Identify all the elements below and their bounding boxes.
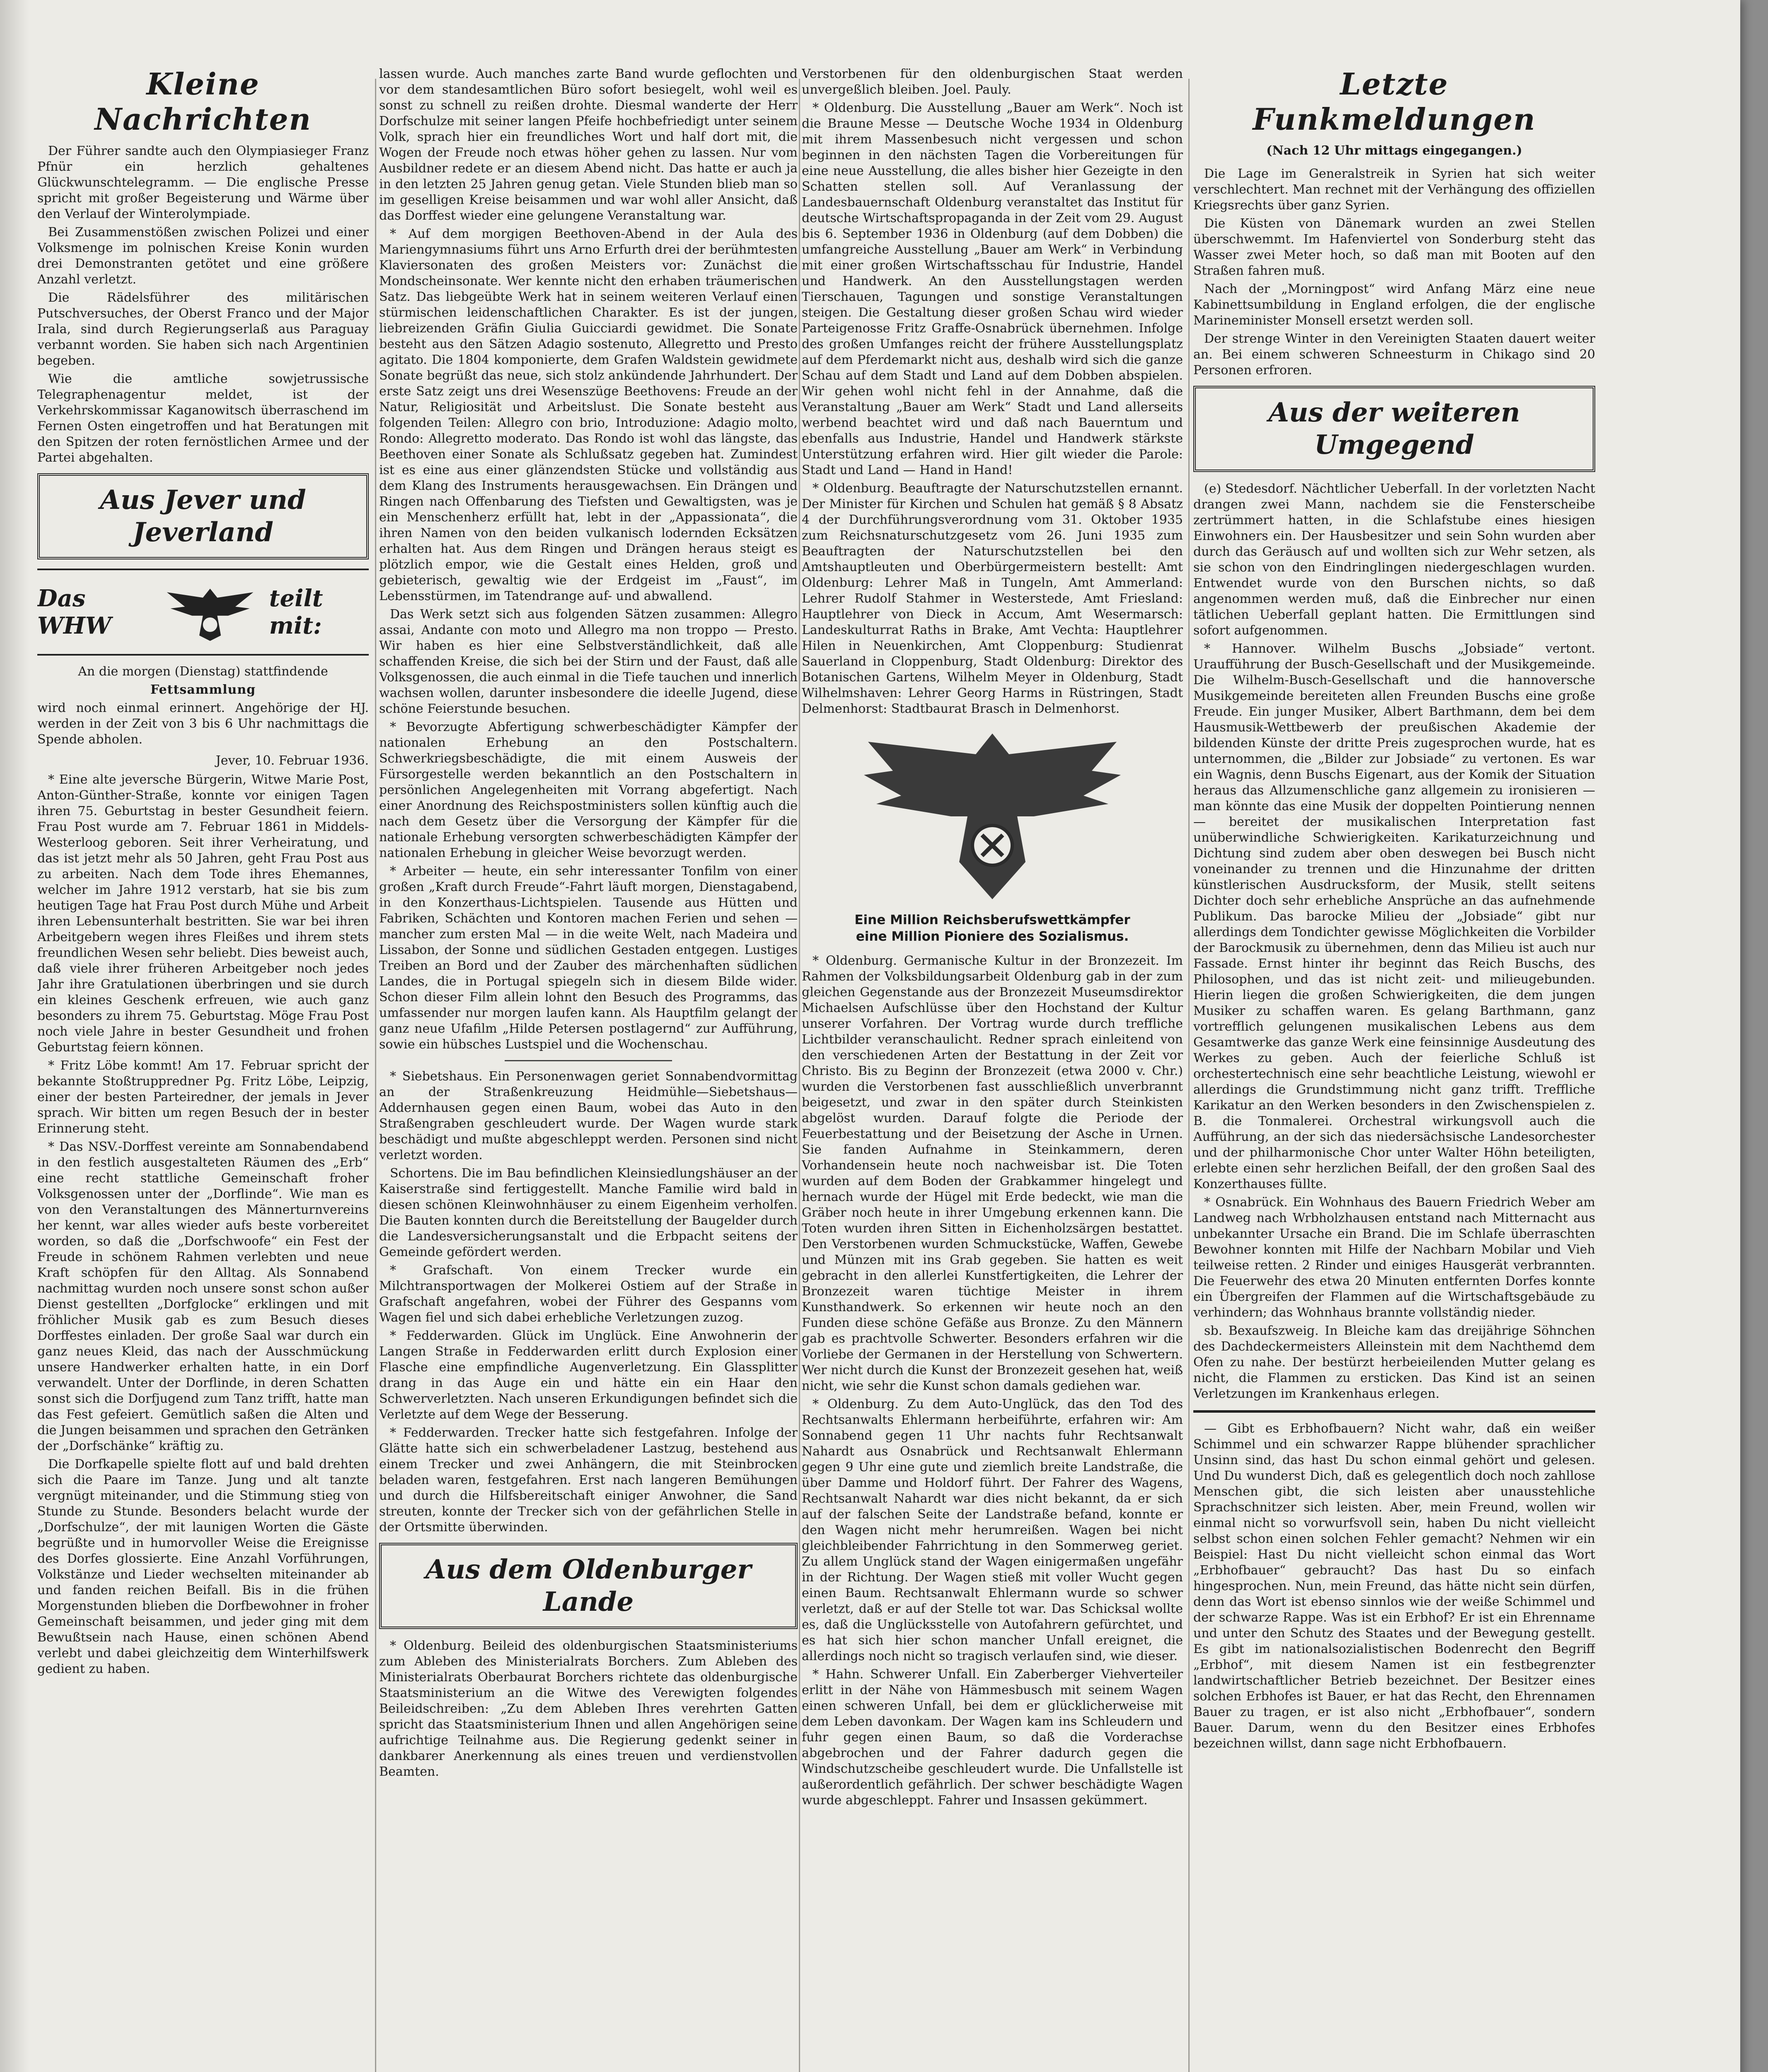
- paragraph: Das Werk setzt sich aus folgenden Sätzen zusammen: Allegro assai, Andante con moto und Allegro ma non troppo — Presto. Wir haben es hier eine Selbstverständlichkeit, daß alle schaffenden Kreise, die sich bei der Stirn und der Faust, daß alle Volksgenossen, die auch einmal in die Tiefe tauchen und innerlich wachsen wollen, darunter insbesondere die ideelle Jugend, diese schöne Feierstunde besuchen.: [379, 607, 798, 716]
- paragraph: — Gibt es Erbhofbauern? Nicht wahr, daß ein weißer Schimmel und ein schwarzer Rappe blühender sprachlicher Unsinn sind, das hast Du schon einmal gehört und gelesen. Und Du wunderst Dich, daß es gelegentlich doch noch zahllose Menschen gibt, die sich leisten aber unausstehliche Sprachschnitzer sich leisten. Aber, mein Freund, wollen wir einmal nicht so vorwurfsvoll sein, haben Du nicht vielleicht selbst schon einen solchen Fehler gemacht? Nehmen wir ein Beispiel: Hast Du nicht vielleicht schon einmal das Wort „Erbhofbauer“ gebraucht? Das hast Du so einfach hingesprochen. Nun, mein Freund, das hätte nicht sein dürfen, denn das Wort ist ebenso sinnlos wie der weiße Schimmel und der schwarze Rappe. Was ist ein Erbhof? Er ist ein Ehrenname und unter den Schutz des Staates und der Bewegung gestellt. Es gibt im nationalsozialistischen Bodenrecht den Begriff „Erbhof“, mit diesem Namen ist ein festbegrenzter landwirtschaftlicher Betrieb bezeichnet. Der Besitzer eines solchen Erbhofes ist Bauer, er hat das Recht, den Ehrennamen Bauer zu tragen, er ist also nicht „Erbhofbauer“, sondern Bauer. Darum, wenn du den Besitzer eines Erbhofes bezeichnen willst, dann sage nicht Erbhofbauern.: [1193, 1421, 1595, 1751]
- column-rule: [1188, 79, 1190, 2072]
- paragraph: wird noch einmal erinnert. Angehörige der HJ. werden in der Zeit von 3 bis 6 Uhr nachmittags die Spende abholen.: [37, 701, 369, 747]
- paragraph: * Das NSV.-Dorffest vereinte am Sonnabendabend in den festlich ausgestalteten Räumen des „Erb“ eine recht stattliche Gemeinschaft froher Volksgenossen unter der „Dorflinde“. Wie man es von den Veranstaltungen des Männerturnvereins her kennt, war alles wieder aufs beste vorbereitet worden, so daß die „Dorfschwoofe“ ein Fest der Freude in schönem Rahmen verlebten und neue Kraft schöpfen für den Alltag. Als Sonnabend nachmittag wurden noch unsere sonst schon außer Dienst gestellten „Dorfglocke“ erklingen und mit fröhlicher Musik gab es zum Besuch dieses Dorffestes einladen. Der große Saal war durch ein ganz neues Kleid, das nach der Ausschmückung unsere Handwerker erhalten hatte, in ein Dorf verwandelt. Unter der Dorflinde, in deren Schatten sonst sich die Dorfjugend zum Tanz trifft, hatte man das Fest gefeiert. Gemütlich saßen die Alten und die Jungen beisammen und sprachen den Getränken der „Dorfschänke“ kräftig zu.: [37, 1140, 369, 1453]
- paragraph: Die Lage im Generalstreik in Syrien hat sich weiter verschlechtert. Man rechnet mit der Verhängung des offiziellen Kriegsrechts über ganz Syrien.: [1193, 167, 1595, 213]
- paragraph: Wie die amtliche sowjetrussische Telegraphenagentur meldet, ist der Verkehrskommissar Kaganowitsch überraschend im Fernen Osten eingetroffen und hat Beratungen mit den Spitzen der roten fernöstlichen Armee und der Partei abgehalten.: [37, 372, 369, 465]
- subheadline: (Nach 12 Uhr mittags eingegangen.): [1266, 143, 1522, 158]
- whw-banner: [37, 569, 369, 656]
- section-header-jever: Aus Jever und Jeverland: [37, 473, 369, 559]
- column-1: [37, 66, 369, 1680]
- section-header-weiteren-umgegend: Aus der weiteren Umgegend: [1193, 386, 1595, 472]
- paragraph: Der Führer sandte auch den Olympiasieger Franz Pfnür ein herzlich gehaltenes Glückwunschtelegramm. — Die englische Presse spricht mit großer Begeisterung und Wärme über den Verlauf der Winterolympiade.: [37, 144, 369, 221]
- paragraph: * Oldenburg. Germanische Kultur in der Bronzezeit. Im Rahmen der Volksbildungsarbeit Oldenburg gab in der zum gleichen Gegenstande aus der Bronzezeit Museumsdirektor Michaelsen Aufschlüsse über den Hochstand der Kultur unserer Vorfahren. Der Vortrag wurde durch treffliche Lichtbilder veranschaulicht. Redner sprach einleitend von den verschiedenen Arten der Bestattung in der Zeit vor Christo. Bis zu Beginn der Bronzezeit (etwa 2000 v. Chr.) wurden die Verstorbenen fast ausschließlich unverbrannt beigesetzt, und zwar in den später durch Steinkisten abgelöst wurden. Darauf folgte die Periode der Feuerbestattung und der Beisetzung der Asche in Urnen. Sie fanden Aufnahme in Steinkammern, deren Vorhandensein heute noch nachweisbar ist. Die Toten wurden auf dem Boden der Grabkammer hingelegt und hernach wurde der Hügel mit Erde bedeckt, wie man die Gräber noch heute in ihrer Umgebung erkennen kann. Die Toten wurden ihren Sitten in Eichenholzsärgen bestattet. Den Verstorbenen wurden Schmuckstücke, Waffen, Gewebe und Münzen mit ins Grab gegeben. Sie hatten es weit gebracht in den allerlei Kunstfertigkeiten, die Lehrer der Bronzezeit waren tüchtige Meister in ihrem Kunsthandwerk. So erkennen wir heute noch an den Funden diese schöne Gefäße aus Bronze. Zu den Männern gab es prachtvolle Schwerter. Besonders erfahren wir die Vorliebe der Germanen in der Herstellung von Schwertern. Wer nicht durch die Kunst der Bronzezeit gesehen hat, weiß nicht, wie sehr die Kunst schon damals gediehen war.: [802, 954, 1183, 1393]
- paragraph: * Oldenburg. Beauftragte der Naturschutzstellen ernannt. Der Minister für Kirchen und Schulen hat gemäß § 8 Absatz 4 der Durchführungsverordnung vom 31. Oktober 1935 zum Reichsnaturschutzgesetz vom 26. Juni 1935 zum Beauftragten der Naturschutzstellen bei den Amtshauptleuten und Oberbürgermeistern bestellt: Amt Oldenburg: Lehrer Maß in Tungeln, Amt Ammerland: Lehrer Rudolf Stahmer in Westerstede, Amt Friesland: Hauptlehrer von Dieck in Accum, Amt Wesermarsch: Landeskulturrat Raths in Brake, Amt Vechta: Hauptlehrer Hilen in Neuenkirchen, Amt Cloppenburg: Studienrat Sauerland in Cloppenburg, Stadt Oldenburg: Direktor des Botanischen Gartens, Wilhelm Meyer in Oldenburg, Stadt Wilhelmshaven: Lehrer Georg Harms in Rüstringen, Stadt Delmenhorst: Stadtbaurat Brasch in Delmenhorst.: [802, 481, 1183, 716]
- caption-line-1: Eine Million Reichsberufswettkämpfer: [854, 913, 1130, 927]
- headline-kleine-nachrichten: Kleine Nachrichten: [94, 66, 312, 137]
- paragraph: Die Rädelsführer des militärischen Putschversuches, der Oberst Franco und der Major Irala, sind durch Regierungserlaß aus Paraguay verbannt worden. Sie haben sich nach Argentinien begeben.: [37, 290, 369, 368]
- eagle-emblem-icon: [163, 577, 257, 647]
- section-header-oldenburger-lande: Aus dem Oldenburger Lande: [379, 1543, 798, 1629]
- separator-rule: [1193, 1410, 1595, 1413]
- column-4: [1193, 66, 1595, 1754]
- paragraph: An die morgen (Dienstag) stattfindende: [78, 664, 328, 679]
- paragraph: lassen wurde. Auch manches zarte Band wurde geflochten und vor dem standesamtlichen Büro sofort besiegelt, wohl weil es sonst zu schnell zu reißen drohte. Diesmal wanderte der Herr Dorfschulze mit seiner langen Pfeife hochbefriedigt unter seinem Volk, sprach hier ein freundliches Wort und half dort mit, die Wogen der Freude noch etwas höher gehen zu lassen. Nur vom Ausbildner redete er an diesem Abend nicht. Das hatte er auch ja in den letzten 25 Jahren genug getan. Viele Stunden blieb man so im geselligen Kreise beisammen und war wohl aller Ansicht, daß das Dorffest wieder eine gelungene Veranstaltung war.: [379, 67, 798, 223]
- whw-right-text: teilt mit:: [269, 585, 323, 639]
- eagle-emblem-icon: [860, 725, 1125, 908]
- emblem-caption: [802, 912, 1183, 945]
- page-edge: [0, 0, 29, 2072]
- paragraph: * Auf dem morgigen Beethoven-Abend in der Aula des Mariengymnasiums führt uns Arno Erfurth drei der berühmtesten Klaviersonaten des großen Meisters vor: Zunächst die Mondscheinsonate. Wer kennte nicht den erhaben träumerischen Satz. Das liebgeübte Werk hat in seinem weiteren Verlauf einen stürmischen leidenschaftlichen Charakter. Es ist der jungen, liebreizenden Gräfin Giulia Guicciardi gewidmet. Die Sonate besteht aus den Sätzen Adagio sostenuto, Allegretto und Presto agitato. Die 1804 komponierte, dem Grafen Waldstein gewidmete Sonate begrüßt das neue, sich stolz ankündende Jahrhundert. Der erste Satz zeigt uns drei Wesenszüge Beethovens: Freude an der Natur, Religiosität und Arbeitslust. Die Sonate besteht aus folgenden Teilen: Allegro con brio, Introduzione: Adagio molto, Rondo: Allegretto moderato. Das Rondo ist wohl das längste, das Beethoven einer Sonate als Schlußsatz gegeben hat. Zumindest ist es eine aus einer glänzendsten Stücke und vollständig aus dem Klang des Instruments herausgewachsen. Ein Drängen und Ringen nach Offenbarung des Tiefsten und Gewaltigsten, was je ein Menschenherz erfüllt hat, lebt in der „Appassionata“, die ihren Namen von den beiden vulkanisch lodernden Ecksätzen erhalten hat. Aus dem Ringen und Drängen heraus steigt es plötzlich empor, wie die Gestalt eines Helden, groß und gebieterisch, gewaltig wie der Erdgeist im „Faust“, im Lebensstürmen, im Tatendrange auf- und abwallend.: [379, 227, 798, 603]
- paragraph: * Hannover. Wilhelm Buschs „Jobsiade“ vertont. Uraufführung der Busch-Gesellschaft und der Musikgemeinde. Die Wilhelm-Busch-Gesellschaft und die hannoversche Musikgemeinde bereiteten allen Freunden Buschs eine große Freude. Ein junger Musiker, Albert Barthmann, dem bei dem Hausmusik-Wettbewerb der preußischen Akademie der bildenden Künste der dritte Preis zugesprochen wurde, hat es unternommen, die „Bilder zur Jobsiade“ zu vertonen. Es war ein Wagnis, denn Buschs Eigenart, aus der Komik der Situation heraus das Allzumenschliche ganz allgemein zu ironisieren — man könnte das eine Musik der doppelten Pointierung nennen — bereitet der musikalischen Interpretation fast unüberwindliche Schwierigkeiten. Karikaturzeichnung und Dichtung sind zudem aber oben deswegen bei Busch nicht voneinander zu trennen und die Hinzunahme der dritten künstlerischen Ausdrucksform, der Musik, stellt seitens Dichter doch sehr erhebliche Ansprüche an das aufnehmende Publikum. Das barocke Milieu der „Jobsiade“ gibt nur allerdings dem Tondichter gewisse Möglichkeiten die Vorbilder der Barockmusik zu übernehmen, denn das Milieu ist auch nur Fassade. Ernst hinter ihr beginnt das Reich Buschs, des Philosophen, und das ist nicht zeit- und milieugebunden. Hierin liegen die großen Schwierigkeiten, die dem jungen Musiker zu schaffen waren. Es gelang Barthmann, ganz vortrefflich gelungenen musikalischen Lebens aus dem Gesamtwerke das ganze Werk eine feinsinnige Ausdeutung des Werkes zu geben. Auch der feierliche Schluß ist orchestertechnisch eine sehr beachtliche Leistung, wiewohl er allerdings die Grundstimmung nicht ganz trifft. Treffliche Karikatur an den Werken besonders in den Zwischenspielen z. B. die Tonmalerei. Orchestral wirkungsvoll auch die Aufführung, an der sich das niedersächsische Landesorchester und der philharmonische Chor unter Walter Höhn beteiligten, erlebte einen sehr herzlichen Beifall, der den großen Saal des Konzerthauses füllte.: [1193, 641, 1595, 1191]
- paragraph-title: Fettsammlung: [150, 683, 256, 697]
- paragraph: * Arbeiter — heute, ein sehr interessanter Tonfilm von einer großen „Kraft durch Freude“-Fahrt läuft morgen, Dienstagabend, in den Konzerthaus-Lichtspielen. Tausende aus Hütten und Fabriken, Schächten und Kontoren machen Ferien und sehen — mancher zum ersten Mal — in die weite Welt, nach Madeira und Lissabon, der Sonne und südlichen Gestaden entgegen. Lustiges Treiben an Bord und der Zauber des märchenhaften südlichen Landes, die in Portugal spiegeln sich in diesem Bilde wider. Schon dieser Film allein lohnt den Besuch des Programms, das umfassender nur morgen laufen kann. Als Hauptfilm gelangt der ganz neue Ufafilm „Hilde Petersen postlagernd“ zur Aufführung, sowie ein hübsches Lustspiel und die Wochenschau.: [379, 864, 798, 1052]
- paragraph: * Oldenburg. Zu dem Auto-Unglück, das den Tod des Rechtsanwalts Ehlermann herbeiführte, erfahren wir: Am Sonnabend gegen 11 Uhr nachts fuhr Rechtsanwalt Nahardt aus Osnabrück und Rechtsanwalt Ehlermann gegen 9 Uhr eine gute und ziemlich breite Landstraße, die über Damme und Holdorf führt. Der Fahrer des Wagens, Rechtsanwalt Nahardt war dies nicht bekannt, da er sich auf der falschen Seite der Landstraße befand, konnte er den Wagen nicht mehr herumreißen. Wagen bei nicht gleichbleibender Fahrrichtung in den Sommerweg geriet. Zu allem Unglück stand der Wagen einigermaßen ungefähr in der Richtung. Der Wagen stieß mit voller Wucht gegen einen Baum. Rechtsanwalt Ehlermann wurde so schwer verletzt, daß er auf der Stelle tot war. Das Schicksal wollte es, daß die Unglücksstelle von Autofahrern gefürchtet, und es hat sich hier schon mancher Unfall ereignet, die allerdings noch nicht so tragisch verlaufen sind, wie dieser.: [802, 1397, 1183, 1663]
- paragraph: * Siebetshaus. Ein Personenwagen geriet Sonnabendvormittag an der Straßenkreuzung Heidmühle—Siebetshaus—Addernhausen gegen einen Baum, wobei das Auto in den Straßengraben geschleudert wurde. Der Wagen wurde stark beschädigt und mußte abgeschleppt werden. Personen sind nicht verletzt worden.: [379, 1069, 798, 1162]
- paragraph: * Oldenburg. Die Ausstellung „Bauer am Werk“. Noch ist die Braune Messe — Deutsche Woche 1934 in Oldenburg mit ihrem Massenbesuch nicht vergessen und schon beginnen in den nächsten Tagen die Vorbereitungen für eine neue Ausstellung, die alles bisher hier Gezeigte in den Schatten stellen soll. Auf Veranlassung der Landesbauernschaft Oldenburg veranstaltet das Institut für deutsche Wirtschaftspropaganda in der Zeit vom 29. August bis 6. September 1936 in Oldenburg (auf dem Dobben) die umfangreiche Ausstellung „Bauer am Werk“ in Verbindung mit einer großen Wirtschaftsschau für Industrie, Handel und Handwerk. An den Ausstellungstagen werden Tierschauen, Tagungen und sonstige Veranstaltungen steigen. Die Gestaltung dieser großen Schau wird wieder Parteigenosse Fritz Graffe-Osnabrück übernehmen. Infolge des großen Umfanges reicht der frühere Ausstellungsplatz auf dem Pferdemarkt nicht aus, deshalb wird sich die ganze Schau auf dem Stadt und Land auf dem Dobben abspielen. Wir gehen wohl nicht fehl in der Annahme, daß die Veranstaltung „Bauer am Werk“ Stadt und Land allerseits werbend beachtet wird und daß nach Bauerntum und ebenfalls aus Industrie, Handel und Handwerk stärkste Unterstützung erfahren wird. Hier gilt wieder die Parole: Stadt und Land — Hand in Hand!: [802, 101, 1183, 477]
- paragraph: * Bevorzugte Abfertigung schwerbeschädigter Kämpfer der nationalen Erhebung an den Postschaltern. Schwerkriegsbeschädigte, die mit einem Ausweis der Fürsorgestelle werden bekanntlich an den Postschaltern in persönlichen Angelegenheiten mit Vorrang abgefertigt. Nach einer Anordnung des Reichspostministers sollen künftig auch die nach dem Gesetz über die Versorgung der Kämpfer für die nationale Erhebung versorgten schwerbeschädigten Kämpfer der nationalen Erhebung in gleicher Weise bevorzugt werden.: [379, 720, 798, 860]
- paragraph: * Osnabrück. Ein Wohnhaus des Bauern Friedrich Weber am Landweg nach Wrbholzhausen entstand nach Mitternacht aus unbekannter Ursache ein Brand. Die im Schlafe überraschten Bewohner konnten mit Hilfe der Nachbarn Mobilar und Vieh teilweise retten. 2 Rinder und einiges Hausgerät verbrannten. Die Feuerwehr des etwa 20 Minuten entfernten Dorfes konnte ein Übergreifen der Flammen auf die Wirtschaftsgebäude zu verhindern; das Wohnhaus brannte vollständig nieder.: [1193, 1195, 1595, 1320]
- paragraph: Nach der „Morningpost“ wird Anfang März eine neue Kabinettsumbildung in England erfolgen, die der englische Marineminister Monsell ersetzt werden soll.: [1193, 282, 1595, 328]
- column-2: [379, 66, 798, 1782]
- paragraph: * Oldenburg. Beileid des oldenburgischen Staatsministeriums zum Ableben des Ministerialrats Borchers. Zum Ableben des Ministerialrats Oberbaurat Borchers richtete das oldenburgische Staatsministerium an die Witwe des Verewigten folgendes Beileidschreiben: „Zu dem Ableben Ihres verehrten Gatten spricht das Staatsministerium Ihnen und allen Angehörigen seine aufrichtige Teilnahme aus. Die Regierung gedenkt seiner in dankbarer Anerkennung als eines treuen und verdienstvollen Beamten.: [379, 1639, 798, 1779]
- caption-line-2: eine Million Pioniere des Sozialismus.: [856, 929, 1129, 944]
- whw-left-text: Das WHW: [37, 585, 111, 639]
- paragraph: * Fritz Löbe kommt! Am 17. Februar spricht der bekannte Stoßtruppredner Pg. Fritz Löbe, Leipzig, einer der besten Parteiredner, der jemals in Jever sprach. Wir bitten um regen Besuch der in bester Erinnerung steht.: [37, 1058, 369, 1136]
- dateline: Jever, 10. Februar 1936.: [215, 753, 369, 768]
- paragraph: Bei Zusammenstößen zwischen Polizei und einer Volksmenge im polnischen Kreise Konin wurden drei Demonstranten getötet und eine größere Anzahl verletzt.: [37, 225, 369, 287]
- column-rule: [375, 79, 376, 2072]
- paragraph: Schortens. Die im Bau befindlichen Kleinsiedlungshäuser an der Kaiserstraße sind fertiggestellt. Manche Familie wird bald in diesen schönen Kleinwohnhäuser zu einem Eigenheim verholfen. Die Bauten konnten durch die Bereitstellung der Baugelder durch die Landesversicherungsanstalt und die Erbpacht seitens der Gemeinde gefördert werden.: [379, 1166, 798, 1259]
- paragraph: Die Küsten von Dänemark wurden an zwei Stellen überschwemmt. Im Hafenviertel von Sonderburg steht das Wasser zwei Meter hoch, so daß man mit Booten auf den Straßen fahren muß.: [1193, 216, 1595, 278]
- paragraph: Die Dorfkapelle spielte flott auf und bald drehten sich die Paare im Tanze. Jung und alt tanzte vergnügt miteinander, und die Stimmung stieg von Stunde zu Stunde. Besonders belacht wurde der „Dorfschulze“, der mit launigen Worten die Gäste begrüßte und in humorvoller Weise die Ereignisse des Dorfes glossierte. Eine Anzahl Vorführungen, Volkstänze und Lieder wechselten miteinander ab und fanden reichen Beifall. Bis in die frühen Morgenstunden blieben die Dorfbewohner in froher Gemeinschaft beisammen, und jeder ging mit dem Bewußtsein nach Hause, einen schönen Abend verlebt und dabei gleichzeitig dem Winterhilfswerk gedient zu haben.: [37, 1457, 369, 1676]
- paragraph: sb. Bexaufszweig. In Bleiche kam das dreijährige Söhnchen des Dachdeckermeisters Alleinstein mit dem Nachthemd dem Ofen zu nahe. Der bestürzt herbeieilenden Mutter gelang es nicht, die Flammen zu ersticken. Das Kind ist an seinen Verletzungen im Krankenhaus erlegen.: [1193, 1324, 1595, 1401]
- paragraph: * Fedderwarden. Glück im Unglück. Eine Anwohnerin der Langen Straße in Fedderwarden erlitt durch Explosion einer Flasche eine empfindliche Augenverletzung. Ein Glassplitter drang in das Auge ein und hätte ein ein Haar den Schwerverletzten. Nach unseren Erkundigungen befindet sich die Verletzte auf dem Wege der Besserung.: [379, 1329, 798, 1422]
- paragraph: Verstorbenen für den oldenburgischen Staat werden unvergeßlich bleiben. Joel. Pauly.: [802, 67, 1183, 97]
- paragraph: (e) Stedesdorf. Nächtlicher Ueberfall. In der vorletzten Nacht drangen zwei Mann, nachdem sie die Fensterscheibe zertrümmert hatten, in die Schlafstube eines hiesigen Einwohners ein. Der Hausbesitzer und sein Sohn wurden aber durch das Geräusch auf und wollten sich zur Wehr setzen, als sie schon von den Eindringlingen niedergeschlagen wurden. Entwendet wurde von den Burschen nichts, so daß angenommen werden muß, daß die Einbrecher nur einen tätlichen Ueberfall geplant hatten. Die Ermittlungen sind sofort aufgenommen.: [1193, 482, 1595, 638]
- paragraph: * Grafschaft. Von einem Trecker wurde ein Milchtransportwagen der Molkerei Ostiem auf der Straße in Grafschaft angefahren, wobei der Führer des Gespanns vom Wagen fiel und sich dabei erhebliche Verletzungen zuzog.: [379, 1263, 798, 1325]
- paragraph: Der strenge Winter in den Vereinigten Staaten dauert weiter an. Bei einem schweren Schneesturm in Chikago sind 20 Personen erfroren.: [1193, 332, 1595, 378]
- headline-letzte-funkmeldungen: Letzte Funkmeldungen: [1253, 66, 1536, 137]
- column-rule: [799, 79, 800, 2072]
- separator-rule: [505, 1060, 672, 1061]
- column-3: [802, 66, 1183, 1811]
- paragraph: * Hahn. Schwerer Unfall. Ein Zaberberger Viehverteiler erlitt in der Nähe von Hämmesbusch mit seinem Wagen einen schweren Unfall, bei dem er glücklicherweise mit dem Leben davonkam. Der Wagen kam ins Schleudern und fuhr gegen einen Baum, so daß die Vorderachse abgebrochen und der Fahrer dadurch gegen die Windschutzscheibe geschleudert wurde. Die Unfallstelle ist außerordentlich gefährlich. Der schwer beschädigte Wagen wurde abgeschleppt. Fahrer und Insassen gekümmert.: [802, 1667, 1183, 1808]
- paragraph: * Fedderwarden. Trecker hatte sich festgefahren. Infolge der Glätte hatte sich ein schwerbeladener Lastzug, bestehend aus einem Trecker und zwei Anhängern, die mit Steinbrocken beladen waren, festgefahren. Erst nach langeren Bemühungen und durch die Hilfsbereitschaft einiger Anwohner, die Sand streuten, konnte der Trecker sich von der gefährlichen Stelle in der Ortsmitte überwinden.: [379, 1426, 798, 1535]
- paragraph: * Eine alte jeversche Bürgerin, Witwe Marie Post, Anton-Günther-Straße, konnte vor einigen Tagen ihren 75. Geburtstag in bester Gesundheit feiern. Frau Post wurde am 7. Februar 1861 in Middels-Westerloog geboren. Seit ihrer Verheiratung, und das ist jetzt mehr als 50 Jahren, geht Frau Post aus zu arbeiten. Nach dem Tode ihres Ehemannes, welcher im Jahre 1912 verstarb, hat sie bis zum heutigen Tage hat Frau Post durch Mühe und Arbeit ihren Lebensunterhalt bestritten. Sie war bei ihren Arbeitgebern wegen ihres Fleißes und ihrem stets freundlichen Wesen sehr beliebt. Dies beweist auch, daß viele ihrer früheren Arbeitgeber noch jedes Jahr ihre Gratulationen überbringen und sie durch ein kleines Geschenk erfreuen, wie auch ganz besonders zu ihrem 75. Geburtstag. Möge Frau Post noch viele Jahre in bester Gesundheit und frohen Geburtstag feiern können.: [37, 772, 369, 1055]
